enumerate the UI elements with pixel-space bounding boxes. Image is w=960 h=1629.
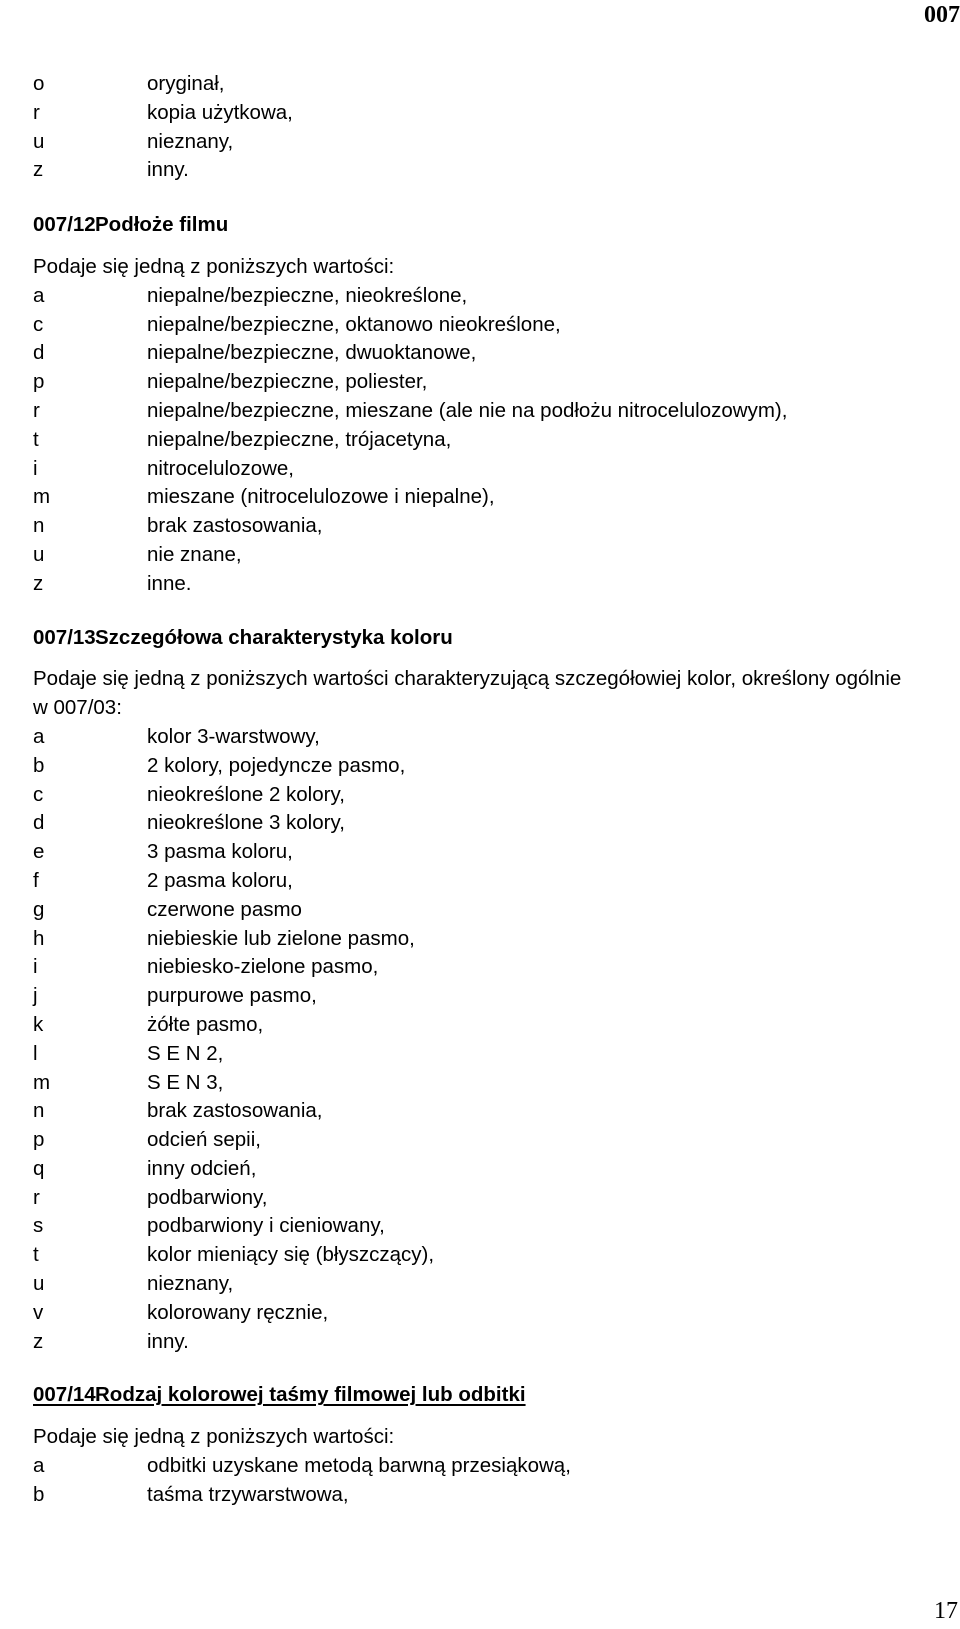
value-code: t — [33, 1243, 39, 1267]
section-title: Szczegółowa charakterystyka koloru — [95, 625, 453, 649]
value-description: oryginał, — [147, 72, 225, 95]
value-list — [33, 723, 948, 1357]
value-code: z — [33, 1329, 44, 1353]
list-item — [33, 1155, 948, 1184]
value-code: u — [33, 129, 45, 153]
value-description: S E N 3, — [147, 1070, 224, 1094]
value-code: q — [33, 1156, 45, 1180]
value-description: kopia użytkowa, — [147, 100, 293, 124]
value-code: s — [33, 1214, 44, 1238]
value-code: a — [33, 724, 45, 748]
value-description: 3 pasma koloru, — [147, 840, 293, 864]
value-code: p — [33, 1128, 45, 1152]
value-description: 2 pasma koloru, — [147, 868, 293, 892]
section-title: Rodzaj kolorowej taśmy filmowej lub odbitki — [95, 1383, 526, 1407]
section-code: 007/14 — [33, 1383, 96, 1407]
list-item — [33, 809, 948, 838]
value-description: niepalne/bezpieczne, dwuoktanowe, — [147, 341, 477, 365]
value-description: odbitki uzyskane metodą barwną przesiąkową, — [147, 1454, 571, 1478]
value-code: m — [33, 485, 51, 509]
list-item — [33, 368, 948, 397]
value-code: c — [33, 312, 44, 336]
section-007-14 — [33, 1381, 948, 1509]
list-item — [33, 570, 948, 599]
list-item — [33, 723, 948, 752]
value-code: g — [33, 897, 45, 921]
list-item — [33, 1299, 948, 1328]
value-description: kolor mieniący się (błyszczący), — [147, 1243, 435, 1267]
top-value-list — [33, 70, 948, 185]
value-description: mieszane (nitrocelulozowe i niepalne), — [147, 485, 495, 509]
section-007-12 — [33, 211, 948, 598]
list-item — [33, 541, 948, 570]
value-code: m — [33, 1070, 51, 1094]
value-code: l — [33, 1041, 38, 1065]
value-code: r — [33, 398, 40, 422]
list-item — [33, 1097, 948, 1126]
section-code: 007/13 — [33, 625, 96, 649]
value-list — [33, 282, 948, 599]
value-code: a — [33, 283, 45, 307]
list-item — [33, 838, 948, 867]
list-item — [33, 1212, 948, 1241]
list-item — [33, 1040, 948, 1069]
value-code: n — [33, 514, 45, 538]
list-item — [33, 426, 948, 455]
document-body — [33, 70, 948, 1510]
value-description: nitrocelulozowe, — [147, 456, 294, 480]
value-description: niepalne/bezpieczne, trójacetyna, — [147, 427, 452, 451]
list-item — [33, 752, 948, 781]
value-description: niepalne/bezpieczne, poliester, — [147, 370, 428, 394]
list-item — [33, 1069, 948, 1098]
page-header-code: 007 — [924, 2, 960, 28]
list-item — [33, 1011, 948, 1040]
value-code: r — [33, 1185, 40, 1209]
value-code: i — [33, 456, 38, 480]
value-code: b — [33, 1482, 45, 1506]
value-description: inny. — [147, 1329, 189, 1353]
value-code: n — [33, 1099, 45, 1123]
section-heading — [33, 211, 948, 240]
value-code: i — [33, 955, 38, 979]
section-code: 007/12 — [33, 213, 96, 237]
value-description: brak zastosowania, — [147, 514, 323, 538]
value-code: z — [33, 158, 44, 182]
list-item — [33, 1481, 948, 1510]
value-description: taśma trzywarstwowa, — [147, 1482, 349, 1506]
value-description: inny. — [147, 158, 189, 182]
value-code: p — [33, 370, 45, 394]
list-item — [33, 1126, 948, 1155]
list-item — [33, 282, 948, 311]
page-number: 17 — [934, 1598, 958, 1624]
value-description: nieokreślone 2 kolory, — [147, 782, 345, 806]
section-007-13 — [33, 624, 948, 1357]
value-description: kolor 3-warstwowy, — [147, 724, 320, 748]
section-intro: Podaje się jedną z poniższych wartości: — [33, 1425, 395, 1449]
list-item — [33, 128, 948, 157]
list-item — [33, 70, 948, 99]
list-item — [33, 896, 948, 925]
section-heading — [33, 1381, 948, 1410]
value-code: d — [33, 811, 45, 835]
list-item — [33, 1328, 948, 1357]
value-code: z — [33, 571, 44, 595]
value-description: niepalne/bezpieczne, nieokreślone, — [147, 283, 468, 307]
value-description: inne. — [147, 571, 192, 595]
value-description: niepalne/bezpieczne, oktanowo nieokreślone, — [147, 312, 561, 336]
list-item — [33, 953, 948, 982]
value-code: u — [33, 1272, 45, 1296]
value-code: k — [33, 1012, 44, 1036]
list-item — [33, 156, 948, 185]
list-item — [33, 311, 948, 340]
list-item — [33, 925, 948, 954]
value-description: inny odcień, — [147, 1156, 257, 1180]
value-code: o — [33, 72, 45, 95]
value-description: niebiesko-zielone pasmo, — [147, 955, 379, 979]
value-code: e — [33, 840, 45, 864]
section-intro: Podaje się jedną z poniższych wartości charakteryzującą szczegółowiej kolor, określony ogólnie w 007/03: — [33, 667, 902, 720]
value-description: żółte pasmo, — [147, 1012, 264, 1036]
value-code: b — [33, 753, 45, 777]
list-item — [33, 397, 948, 426]
list-item — [33, 483, 948, 512]
value-code: r — [33, 100, 40, 124]
value-description: purpurowe pasmo, — [147, 984, 317, 1008]
value-code: u — [33, 542, 45, 566]
list-item — [33, 1241, 948, 1270]
value-description: S E N 2, — [147, 1041, 224, 1065]
value-code: t — [33, 427, 39, 451]
list-item — [33, 982, 948, 1011]
list-item — [33, 512, 948, 541]
list-item — [33, 1270, 948, 1299]
value-description: czerwone pasmo — [147, 897, 302, 921]
list-item — [33, 781, 948, 810]
value-description: brak zastosowania, — [147, 1099, 323, 1123]
section-heading — [33, 624, 948, 653]
value-description: kolorowany ręcznie, — [147, 1300, 329, 1324]
value-description: niebieskie lub zielone pasmo, — [147, 926, 415, 950]
section-title: Podłoże filmu — [95, 213, 229, 237]
value-code: f — [33, 868, 39, 892]
value-code: v — [33, 1300, 44, 1324]
value-description: podbarwiony, — [147, 1185, 268, 1209]
value-description: nieznany, — [147, 129, 234, 153]
value-description: nieokreślone 3 kolory, — [147, 811, 345, 835]
value-code: d — [33, 341, 45, 365]
value-description: nieznany, — [147, 1272, 234, 1296]
list-item — [33, 99, 948, 128]
value-list — [33, 1452, 948, 1510]
section-intro: Podaje się jedną z poniższych wartości: — [33, 254, 395, 278]
value-description: 2 kolory, pojedyncze pasmo, — [147, 753, 406, 777]
list-item — [33, 1184, 948, 1213]
value-description: odcień sepii, — [147, 1128, 261, 1152]
value-description: nie znane, — [147, 542, 242, 566]
value-code: j — [33, 984, 38, 1008]
list-item — [33, 339, 948, 368]
value-code: a — [33, 1454, 45, 1478]
value-code: h — [33, 926, 45, 950]
value-description: niepalne/bezpieczne, mieszane (ale nie na podłożu nitrocelulozowym), — [147, 398, 788, 422]
list-item — [33, 867, 948, 896]
list-item — [33, 1452, 948, 1481]
list-item — [33, 455, 948, 484]
value-description: podbarwiony i cieniowany, — [147, 1214, 385, 1238]
value-code: c — [33, 782, 44, 806]
